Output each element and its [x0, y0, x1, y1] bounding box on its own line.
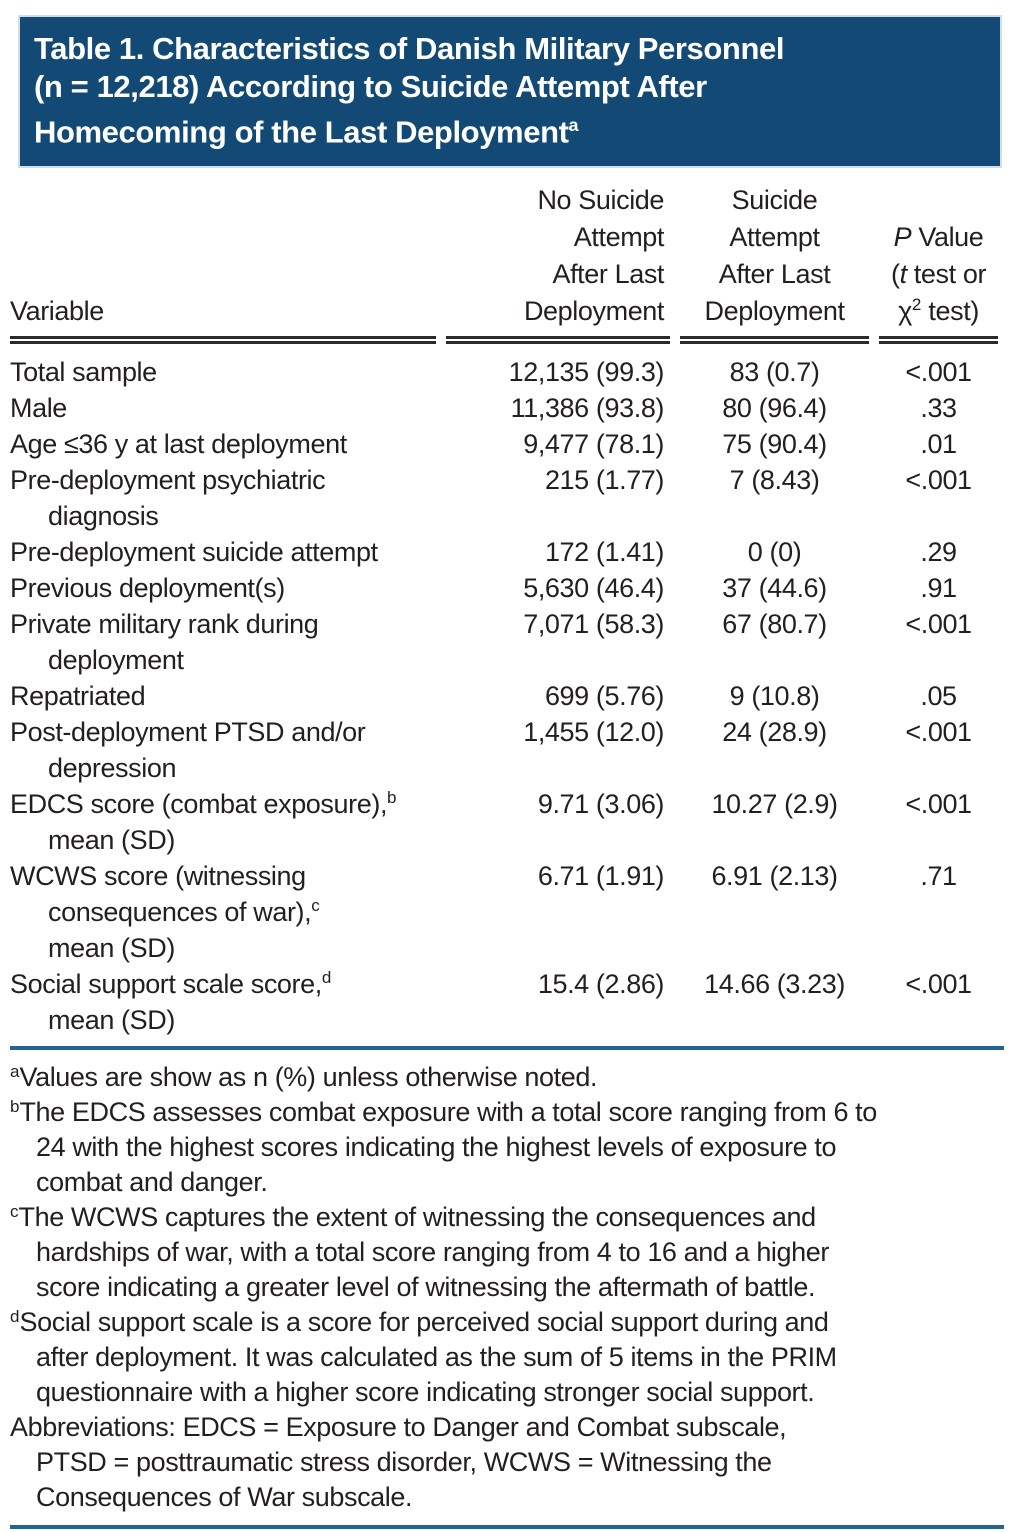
table-row-male — [10, 390, 998, 426]
attempt-value: 10.27 (2.9) — [711, 789, 838, 820]
variable-cell: Previous deployment(s) — [10, 573, 285, 604]
header-row — [10, 182, 998, 344]
no-attempt-value: 11,386 (93.8) — [510, 393, 665, 424]
title-footnote-marker: a — [568, 115, 579, 135]
variable-cell: Social support scale score,$^d$ mean (SD) — [10, 968, 332, 1036]
footnote-a: $^a$Values are show as n (%) unless otherwise noted. — [10, 1062, 598, 1093]
p-value: .05 — [920, 681, 957, 712]
variable-cell: WCWS score (witnessing consequences of war),$^c$ mean (SD) — [10, 861, 320, 964]
characteristics-table — [0, 182, 1008, 1038]
figure-bottom-rule — [10, 1525, 1004, 1529]
footnotes — [10, 1060, 1008, 1515]
p-value: .29 — [920, 537, 957, 568]
attempt-value: 83 (0.7) — [729, 357, 820, 388]
p-value: <.001 — [905, 465, 972, 496]
variable-cell: Private military rank during deployment — [10, 609, 319, 676]
attempt-value: 14.66 (3.23) — [704, 969, 845, 1000]
table-row-repatriated — [10, 678, 998, 714]
variable-cell: Male — [10, 393, 67, 424]
variable-cell: Pre-deployment suicide attempt — [10, 537, 378, 568]
table-title-line: (n = 12,218) According to Suicide Attempt After — [34, 69, 707, 104]
p-value: <.001 — [905, 969, 972, 1000]
no-attempt-value: 9.71 (3.06) — [537, 789, 665, 820]
table-row-edcs-score — [10, 786, 998, 858]
variable-cell: Post-deployment PTSD and/or depression — [10, 717, 366, 784]
footnote-marker-d: d — [321, 968, 332, 988]
no-attempt-value: 1,455 (12.0) — [523, 717, 665, 748]
attempt-value: 37 (44.6) — [722, 573, 827, 604]
p-value: <.001 — [905, 789, 972, 820]
variable-cell: EDCS score (combat exposure),$^b$ mean (SD) — [10, 788, 397, 856]
table-row-total-sample — [10, 344, 998, 390]
table-row-predeployment-suicide-attempt — [10, 534, 998, 570]
table-row-postdeployment-ptsd — [10, 714, 998, 786]
no-attempt-value: 12,135 (99.3) — [508, 357, 665, 388]
table-title-line: Table 1. Characteristics of Danish Military Personnel — [34, 31, 785, 66]
table-row-predeployment-psychiatric — [10, 462, 998, 534]
table-row-private-rank — [10, 606, 998, 678]
no-attempt-value: 215 (1.77) — [544, 465, 665, 496]
footnote-b: $^b$The EDCS assesses combat exposure with a total score ranging from 6 to 24 with the highest scores indicating the highest levels of exposure to combat and danger. — [10, 1097, 877, 1198]
no-attempt-value: 15.4 (2.86) — [537, 969, 665, 1000]
variable-cell: Age ≤36 y at last deployment — [10, 429, 347, 460]
table-title-text: Homecoming of the Last Deployment — [34, 114, 569, 150]
footnote-marker-c: c — [311, 896, 320, 916]
attempt-value: 7 (8.43) — [729, 465, 820, 496]
p-value: <.001 — [905, 717, 972, 748]
no-attempt-value: 9,477 (78.1) — [523, 429, 665, 460]
column-header-no-suicide-attempt: No Suicide Attempt After Last Deployment — [446, 182, 670, 344]
table-row-age — [10, 426, 998, 462]
attempt-value: 0 (0) — [747, 537, 802, 568]
attempt-value: 6.91 (2.13) — [711, 861, 838, 892]
no-attempt-value: 7,071 (58.3) — [523, 609, 665, 640]
p-value: .33 — [920, 393, 957, 424]
no-attempt-value: 6.71 (1.91) — [537, 861, 665, 892]
table-body — [10, 344, 998, 1038]
footnote-d: $^d$Social support scale is a score for perceived social support during and after deployment. It was calculated as the sum of 5 items in the PRIM questionnaire with a higher score indicating stronger social support. — [10, 1307, 837, 1408]
attempt-value: 75 (90.4) — [722, 429, 827, 460]
p-value: .91 — [920, 573, 957, 604]
table-row-social-support — [10, 966, 998, 1038]
no-attempt-value: 172 (1.41) — [544, 537, 665, 568]
table-row-wcws-score — [10, 858, 998, 966]
p-value: .71 — [920, 861, 957, 892]
table-header — [10, 182, 998, 344]
abbreviations-note: Abbreviations: EDCS = Exposure to Danger and Combat subscale, PTSD = posttraumatic stress disorder, WCWS = Witnessing the Consequences of War subscale. — [10, 1412, 787, 1513]
variable-cell: Total sample — [10, 357, 157, 388]
table-title-banner — [18, 15, 1002, 168]
table-row-previous-deployments — [10, 570, 998, 606]
no-attempt-value: 699 (5.76) — [544, 681, 665, 712]
p-value: .01 — [920, 429, 957, 460]
table-bottom-rule — [10, 1046, 1004, 1050]
attempt-value: 67 (80.7) — [722, 609, 827, 640]
p-value: <.001 — [905, 357, 972, 388]
column-header-p-value: P Value (t test or $\chi^2$ test) — [879, 182, 998, 344]
footnote-c: $^c$The WCWS captures the extent of witnessing the consequences and hardships of war, with a total score ranging from 4 to 16 and a higher score indicating a greater level of witnessing the aftermath of battle. — [10, 1202, 829, 1303]
column-header-variable: Variable — [10, 182, 436, 344]
attempt-value: 24 (28.9) — [722, 717, 827, 748]
variable-cell: Pre-deployment psychiatric diagnosis — [10, 465, 326, 532]
attempt-value: 80 (96.4) — [722, 393, 827, 424]
no-attempt-value: 5,630 (46.4) — [523, 573, 665, 604]
column-header-suicide-attempt: Suicide Attempt After Last Deployment — [680, 182, 869, 344]
footnote-marker-b: b — [387, 788, 397, 808]
p-value: <.001 — [905, 609, 972, 640]
attempt-value: 9 (10.8) — [729, 681, 820, 712]
variable-cell: Repatriated — [10, 681, 146, 712]
table-title-line — [34, 106, 982, 151]
